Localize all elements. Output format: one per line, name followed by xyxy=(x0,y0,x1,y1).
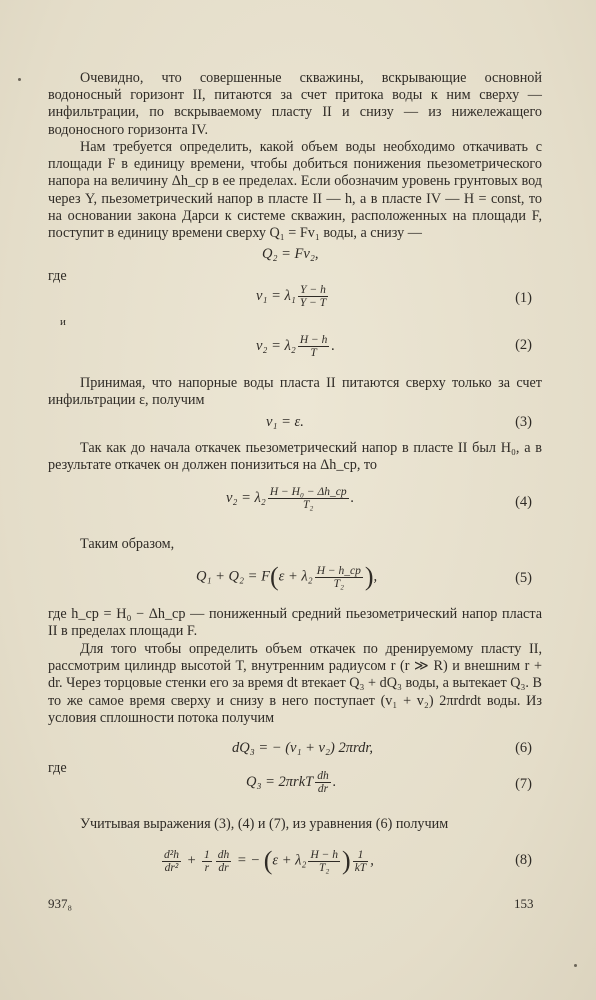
equation-number-3: (3) xyxy=(515,414,532,430)
equation-number-2: (2) xyxy=(515,337,532,353)
equation-number-8: (8) xyxy=(515,852,532,868)
equation-number-4: (4) xyxy=(515,494,532,510)
equation-5: Q₁ + Q₂ = F(ε + λ₂ $\frac{H - h\_ср}{\text{T₂}}$ ), xyxy=(196,562,378,591)
equation-8: $\frac{\text{d²h}}{\text{dr²}}$ + $\frac{1}{r}$ $\frac{dh}{dr}$ = − (ε + λ₂ $\frac{H - h}{\text{T₂}}$ ) $\frac{1}{kT}$ , xyxy=(164,846,374,875)
equation-q2: Q₂ = Fv₂, xyxy=(262,246,319,262)
equation-3: v₁ = ε. xyxy=(266,414,304,430)
equation-6: dQ₃ = − (v₁ + v₂) 2πrdr, xyxy=(232,740,374,756)
label-where-2: где xyxy=(48,760,67,776)
paragraph-6: где h_ср = H₀ − Δh_ср — пониженный средний пьезометрический напор пласта II в пределах площади F. xyxy=(48,606,542,640)
equation-1: v₁ = λ₁ $\frac{Y - h}{Y - T}$ xyxy=(256,284,327,309)
paragraph-5: Таким образом, xyxy=(80,536,175,552)
equation-number-7: (7) xyxy=(515,776,532,792)
equation-number-1: (1) xyxy=(515,290,532,306)
paragraph-7: Для того чтобы определить объем откачек по дренируемому пласту II, рассмотрим цилиндр высотой T, внутренним радиусом r (r ≫ R) и внешним r + dr. Через торцовые стенки его за время dt втекает Q₃ + dQ₃ воды, а вытекает Q₃. В то же самое время сверху и снизу в него поступает (v₁ + v₂) 2πrdrdt воды. Из условия сплошности потока получим xyxy=(48,641,542,726)
equation-4: v₂ = λ₂ $\frac{\text{H − H₀ − Δh\_ср}}{\text{T₂}}$ . xyxy=(226,486,355,511)
equation-number-6: (6) xyxy=(515,740,532,756)
paragraph-3: Принимая, что напорные воды пласта II питаются сверху только за счет инфильтрации ε, получим xyxy=(48,375,542,409)
label-and: и xyxy=(60,316,66,328)
paragraph-4: Так как до начала откачек пьезометрический напор в пласте II был H₀, а в результате откачек он должен понизиться на Δh_ср, то xyxy=(48,440,542,474)
signature-mark: 937₈ xyxy=(48,896,73,911)
paragraph-1: Очевидно, что совершенные скважины, вскрывающие основной водоносный горизонт II, питаются за счет притока воды к ним сверху — инфильтрации, по вскрываемому пласту II и снизу — из нижележащего водоносного горизонта IV. xyxy=(48,70,542,138)
equation-2: v₂ = λ₂ $\frac{H - h}{T}$ . xyxy=(256,334,336,359)
label-where-1: где xyxy=(48,268,67,284)
equation-7: Q₃ = 2πrkT $\frac{dh}{dr}$ . xyxy=(246,770,337,795)
equation-number-5: (5) xyxy=(515,570,532,586)
speck xyxy=(18,78,21,81)
paragraph-8: Учитывая выражения (3), (4) и (7), из уравнения (6) получим xyxy=(80,816,449,832)
page-number: 153 xyxy=(514,896,534,911)
paragraph-2: Нам требуется определить, какой объем воды необходимо откачивать с площади F в единицу времени, чтобы добиться понижения пьезометрического напора на величину Δh_ср в ее пределах. Если обозначим уровень грунтовых вод через Y, пьезометрический напор в пласте II — h, а в пласте IV — H = const, то на основании закона Дарси к системе скважин, расположенных на площади F, поступит в единицу времени сверху Q₁ = Fv₁ воды, а снизу — xyxy=(48,139,542,242)
speck xyxy=(574,964,577,967)
